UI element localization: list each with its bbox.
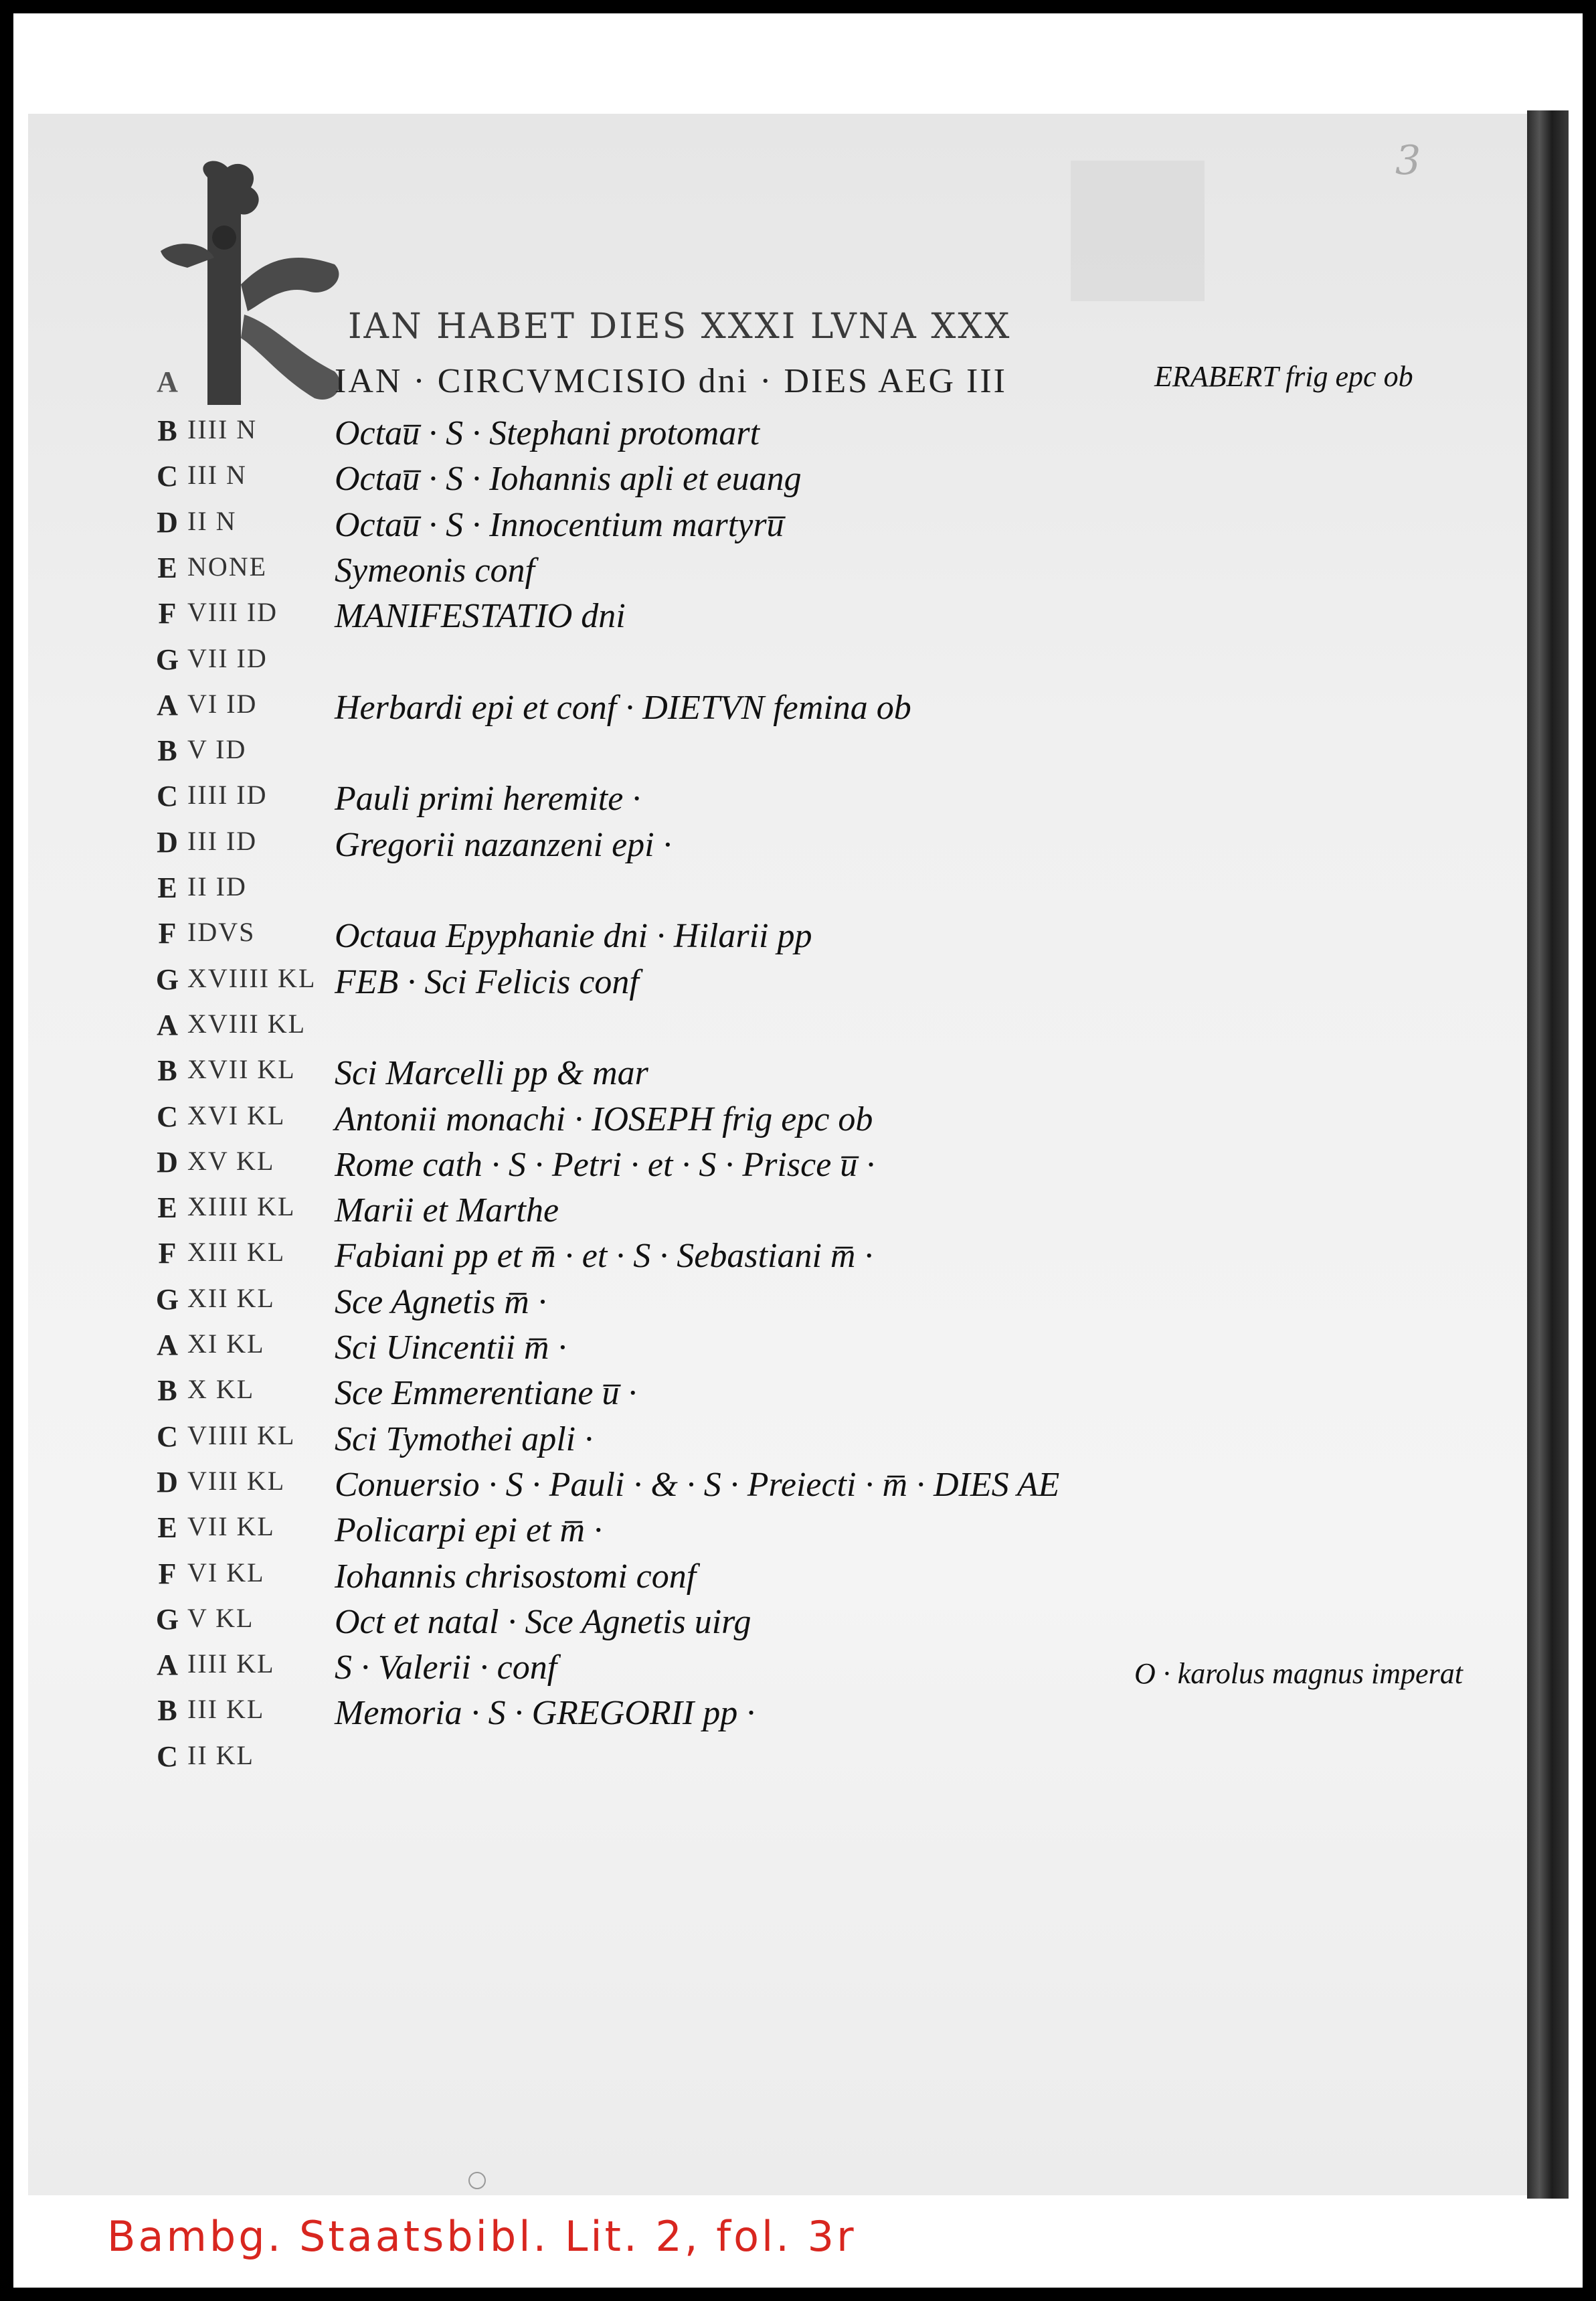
book-binding-edge — [1527, 110, 1569, 2199]
roman-date: NONE — [187, 551, 268, 582]
dominical-letter: C — [157, 460, 178, 493]
calendar-entry: Sce Agnetis m̅ · — [335, 1282, 547, 1321]
roman-date: IDVS — [187, 917, 256, 948]
calendar-row — [0, 871, 1499, 911]
calendar-entry: Fabiani pp et m̅ · et · S · Sebastiani m̅ · — [335, 1237, 873, 1276]
dominical-letter: D — [157, 825, 178, 859]
bleed-through-initial — [1071, 161, 1205, 301]
dominical-letter: G — [155, 1602, 179, 1636]
roman-date: III KL — [187, 1694, 265, 1725]
calendar-row — [0, 825, 1499, 865]
ink-hole-mark — [468, 2172, 486, 2189]
calendar-row — [0, 1236, 1499, 1276]
calendar-entry: Sci Uincentii m̅ · — [335, 1329, 567, 1367]
dominical-letter: F — [158, 597, 177, 630]
calendar-row — [0, 1282, 1499, 1323]
dominical-letter: B — [157, 734, 177, 768]
dominical-letter: D — [157, 505, 178, 539]
roman-date: V ID — [187, 734, 247, 765]
calendar-row — [0, 1511, 1499, 1551]
calendar-row — [0, 688, 1499, 728]
calendar-entry: FEB · Sci Felicis conf — [335, 962, 639, 1001]
calendar-entry: Oct et natal · Sce Agnetis uirg — [335, 1602, 751, 1641]
calendar-entry: Pauli primi heremite · — [335, 780, 641, 819]
roman-date: VIII ID — [187, 597, 278, 628]
calendar-entry: S · Valerii · conf — [335, 1648, 557, 1687]
dominical-letter: C — [157, 1100, 178, 1133]
calendar-row — [0, 551, 1499, 591]
roman-date: XV KL — [187, 1145, 275, 1176]
roman-date: IIII N — [187, 414, 258, 444]
roman-date: VI KL — [187, 1557, 265, 1588]
calendar-row — [0, 1465, 1499, 1505]
dominical-letter: A — [157, 1329, 178, 1361]
roman-date: II KL — [187, 1739, 254, 1770]
dominical-letter: F — [158, 1557, 177, 1590]
roman-date: VII ID — [187, 643, 268, 673]
calendar-row — [0, 1693, 1499, 1733]
dominical-letter: A — [157, 1008, 178, 1041]
calendar-row — [0, 596, 1499, 636]
margin-note-obituary: ERABERT frig epc ob — [1154, 360, 1413, 393]
dominical-letter: C — [157, 1739, 178, 1773]
dominical-letter: E — [157, 871, 177, 904]
calendar-row — [0, 1008, 1499, 1048]
dominical-letter: D — [157, 1145, 178, 1179]
dominical-letter: F — [158, 1237, 177, 1270]
margin-note-karolus: O · karolus magnus imperat — [1134, 1657, 1463, 1690]
calendar-entry: Herbardi epi et conf · DIETVN femina ob — [335, 688, 911, 727]
calendar-entry: Octau̅ · S · Iohannis apli et euang — [335, 460, 802, 499]
dominical-letter: B — [157, 414, 177, 447]
roman-date: V KL — [187, 1602, 254, 1633]
roman-date: XVII KL — [187, 1054, 296, 1085]
calendar-row — [0, 414, 1499, 454]
dominical-letter: G — [155, 1282, 179, 1316]
dominical-letter: B — [157, 1694, 177, 1727]
dominical-letter: G — [155, 643, 179, 676]
roman-date: XVIIII KL — [187, 962, 317, 993]
calendar-row — [0, 505, 1499, 545]
dominical-letter: A — [157, 365, 178, 398]
calendar-entry: Sce Emmerentiane u̅ · — [335, 1374, 637, 1413]
dominical-letter: D — [157, 1465, 178, 1499]
dominical-letter: F — [158, 917, 177, 950]
library-shelfmark: Bambg. Staatsbibl. Lit. 2, fol. 3r — [107, 2212, 857, 2261]
calendar-row — [0, 962, 1499, 1003]
roman-date: XIIII KL — [187, 1191, 296, 1222]
calendar-entry: Policarpi epi et m̅ · — [335, 1511, 603, 1550]
dominical-letter: G — [155, 962, 179, 996]
dominical-letter: C — [157, 1420, 178, 1453]
calendar-entry: Antonii monachi · IOSEPH frig epc ob — [335, 1100, 873, 1138]
calendar-row — [0, 1328, 1499, 1368]
calendar-row — [0, 1420, 1499, 1460]
roman-date: XI KL — [187, 1329, 265, 1359]
calendar-row — [0, 916, 1499, 956]
calendar-row — [0, 779, 1499, 819]
calendar-entry: Octau̅ · S · Innocentium martyru̅ — [335, 505, 784, 544]
dominical-letter: E — [157, 1511, 177, 1545]
calendar-entry: IAN · CIRCVMCISIO dni · DIES AEG III — [335, 362, 1007, 400]
calendar-month-header: IAN HABET DIES XXXI LVNA XXX — [348, 307, 1012, 347]
roman-date: XVI KL — [187, 1100, 286, 1130]
roman-date: IIII ID — [187, 780, 268, 811]
roman-date: VIIII KL — [187, 1420, 296, 1450]
calendar-row — [0, 459, 1499, 499]
calendar-row — [0, 360, 1499, 405]
roman-date: III N — [187, 460, 247, 491]
calendar-entry: Conuersio · S · Pauli · & · S · Preiecti · m̅ · DIES AE — [335, 1465, 1060, 1504]
roman-date: XVIII KL — [187, 1008, 306, 1039]
calendar-row — [0, 1373, 1499, 1414]
calendar-row — [0, 1602, 1499, 1642]
roman-date: VI ID — [187, 688, 258, 719]
calendar-entry: Rome cath · S · Petri · et · S · Prisce u̅ · — [335, 1145, 875, 1184]
calendar-row — [0, 643, 1499, 683]
roman-date: II N — [187, 505, 237, 536]
calendar-entry: Marii et Marthe — [335, 1191, 559, 1230]
roman-date: VIII KL — [187, 1465, 286, 1496]
calendar-row — [0, 1100, 1499, 1140]
calendar-entry: Sci Marcelli pp & mar — [335, 1054, 648, 1093]
dominical-letter: C — [157, 780, 178, 813]
roman-date: XIII KL — [187, 1237, 286, 1268]
calendar-row — [0, 1145, 1499, 1185]
calendar-entry: Memoria · S · GREGORII pp · — [335, 1694, 756, 1733]
dominical-letter: A — [157, 688, 178, 721]
roman-date: IIII KL — [187, 1648, 275, 1679]
calendar-entry: MANIFESTATIO dni — [335, 597, 626, 636]
dominical-letter: E — [157, 1191, 177, 1225]
dominical-letter: B — [157, 1054, 177, 1088]
calendar-row — [0, 1739, 1499, 1780]
calendar-row — [0, 1557, 1499, 1597]
roman-date: III ID — [187, 825, 258, 856]
dominical-letter: B — [157, 1374, 177, 1408]
calendar-entry: Octau̅ · S · Stephani protomart — [335, 414, 760, 452]
dominical-letter: E — [157, 551, 177, 584]
calendar-entry: Gregorii nazanzeni epi · — [335, 825, 672, 864]
calendar-row — [0, 1053, 1499, 1094]
calendar-entry: Symeonis conf — [335, 551, 535, 590]
folio-number: 3 — [1395, 137, 1421, 184]
dominical-letter: A — [157, 1648, 178, 1682]
roman-date: II ID — [187, 871, 247, 902]
calendar-entry: Sci Tymothei apli · — [335, 1420, 594, 1458]
roman-date: VII KL — [187, 1511, 275, 1542]
calendar-entry: Iohannis chrisostomi conf — [335, 1557, 697, 1596]
roman-date: XII KL — [187, 1282, 275, 1313]
calendar-entry: Octaua Epyphanie dni · Hilarii pp — [335, 917, 812, 956]
roman-date: X KL — [187, 1374, 255, 1405]
calendar-row — [0, 734, 1499, 774]
calendar-row — [0, 1191, 1499, 1231]
